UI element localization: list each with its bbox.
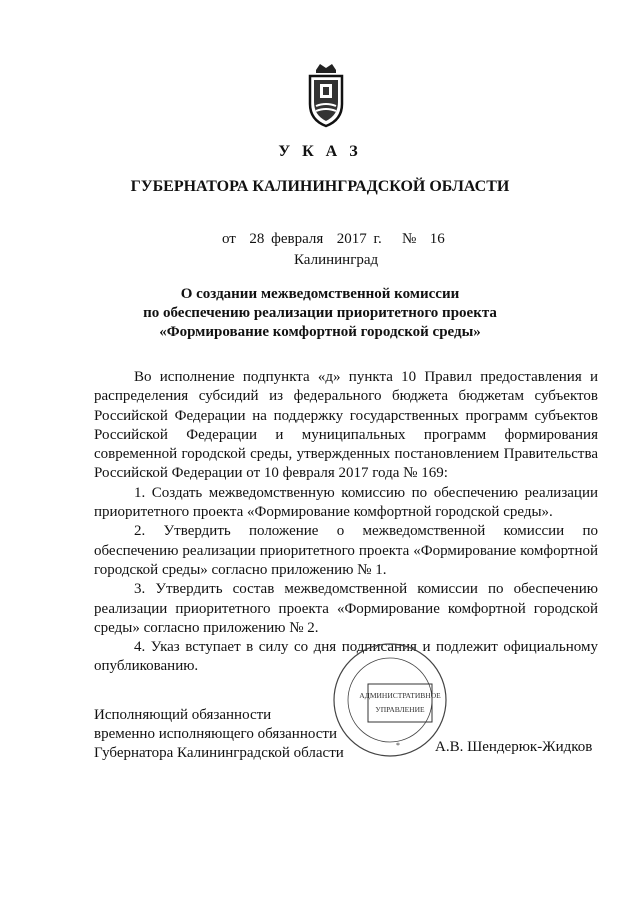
heading-line-3: «Формирование комфортной городской среды» [159, 324, 481, 340]
decree-body [94, 368, 598, 677]
decree-heading [0, 285, 640, 342]
seal-center-line-1: АДМИНИСТРАТИВНОЕ [359, 691, 441, 700]
paragraph-1: 1. Создать межведомственную комиссию по обеспечению реализации приоритетного проекта «Формирование комфортной городской среды». [94, 484, 598, 521]
seal-star-icon: * [396, 741, 400, 750]
document-type-title: У К А З [278, 143, 362, 160]
issuer-title: ГУБЕРНАТОРА КАЛИНИНГРАДСКОЙ ОБЛАСТИ [130, 178, 510, 195]
paragraph-4: 4. Указ вступает в силу со дня подписания и подлежит официальному опубликованию. [94, 639, 598, 675]
heading-line-2: по обеспечению реализации приоритетного проекта [143, 305, 497, 321]
signature-block [94, 706, 344, 763]
date-number-line: от 28 февраля 2017 г. № 16 [222, 231, 445, 247]
signatory-name: А.В. Шендерюк-Жидков [435, 739, 593, 755]
official-seal [330, 640, 450, 760]
paragraph-3: 3. Утвердить состав межведомственной комиссии по обеспечению реализации приоритетного проекта «Формирование комфортной городской среды» согласно приложению № 2. [94, 581, 598, 636]
signature-line-3: Губернатора Калининградской области [94, 745, 344, 761]
signature-line-2: временно исполняющего обязанности [94, 726, 337, 742]
city-name: Калининград [294, 252, 379, 268]
seal-center-line-2: УПРАВЛЕНИЕ [375, 705, 425, 714]
intro-paragraph: Во исполнение подпункта «д» пункта 10 Правил предоставления и распределения субсидий из федерального бюджета бюджетам субъектов Российской Федерации на поддержку государственных программ субъектов Российской Федерации и муниципальных программ формирования современной городской среды, утвержденных постановлением Правительства Российской Федерации от 10 февраля 2017 года № 169: [94, 369, 598, 482]
heading-line-1: О создании межведомственной комиссии [180, 286, 460, 302]
paragraph-2: 2. Утвердить положение о межведомственной комиссии по обеспечению реализации приоритетного проекта «Формирование комфортной городской среды» согласно приложению № 1. [94, 523, 598, 578]
signature-line-1: Исполняющий обязанности [94, 707, 272, 723]
coat-of-arms-icon [302, 60, 350, 128]
